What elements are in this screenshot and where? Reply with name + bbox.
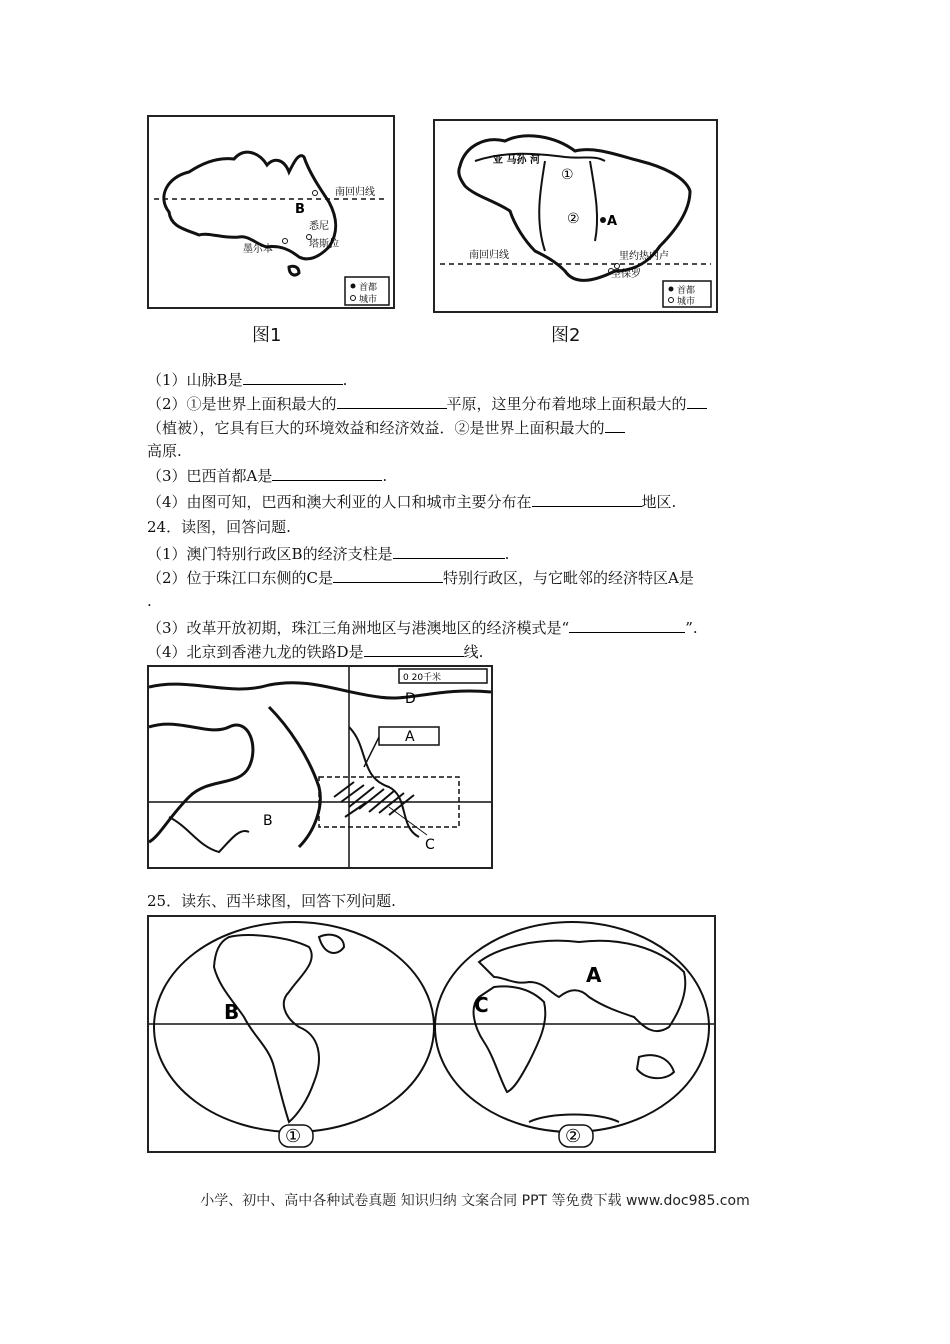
q23-p4-blank[interactable]	[532, 490, 642, 507]
fig2-tropic-label: 南回归线	[469, 250, 509, 261]
q23-part2: （2）①是世界上面积最大的 平原，这里分布着地球上面积最大的	[147, 392, 707, 415]
figure-1-australia-map	[147, 115, 395, 309]
q24-part4: （4）北京到香港九龙的铁路D是 线.	[147, 640, 483, 663]
fig4-label-two: ②	[565, 1126, 582, 1147]
q23-part3: （3）巴西首都A是 .	[147, 464, 387, 487]
fig2-legend-city: 城市	[677, 297, 696, 307]
fig2-label-two: ②	[567, 211, 580, 227]
q23-part2c: 高原.	[147, 442, 182, 460]
q23-part2b: （植被），它具有巨大的环境效益和经济效益．②是世界上面积最大的	[147, 416, 625, 439]
q24-part2: （2）位于珠江口东侧的C是 特别行政区，与它毗邻的经济特区A是	[147, 566, 694, 589]
q24-p4-blank[interactable]	[364, 640, 464, 657]
q23-p3-blank[interactable]	[272, 464, 382, 481]
fig4-label-a: A	[586, 963, 602, 987]
q23-p1-blank[interactable]	[243, 368, 343, 385]
fig2-legend-capital: 首都	[677, 286, 696, 296]
q23-p2-blank2[interactable]	[687, 392, 707, 409]
fig4-label-c: C	[474, 993, 489, 1017]
figure-4-hemispheres-map	[147, 915, 716, 1153]
fig2-label-one: ①	[561, 167, 574, 183]
q25-title: 25．读东、西半球图，回答下列问题.	[147, 892, 396, 910]
figure-3-pearl-river-map	[147, 665, 493, 869]
q23-part4: （4）由图可知，巴西和澳大利亚的人口和城市主要分布在 地区.	[147, 490, 676, 513]
figure-1-caption: 图1	[252, 325, 282, 346]
figure-2-brazil-map	[433, 119, 718, 313]
q24-part2b: .	[147, 592, 152, 610]
q24-title: 24．读图，回答问题.	[147, 518, 291, 536]
fig2-saopaulo-label: 圣保罗	[611, 269, 641, 280]
fig2-amazon-label: 亚 马孙 河	[493, 155, 540, 166]
q24-p1-blank[interactable]	[393, 542, 505, 559]
fig2-rio-label: 里约热内卢	[619, 251, 669, 262]
fig1-legend-city: 城市	[359, 295, 378, 305]
fig1-melbourne-label: 墨尔本	[243, 244, 273, 255]
q24-part1: （1）澳门特别行政区B的经济支柱是 .	[147, 542, 509, 565]
page-footer: 小学、初中、高中各种试卷真题 知识归纳 文案合同 PPT 等免费下载 www.doc985.com	[200, 1193, 750, 1209]
australia-map-svg	[149, 117, 393, 307]
fig3-label-c: C	[425, 837, 435, 853]
fig4-label-b: B	[224, 1000, 240, 1024]
fig3-label-a: A	[405, 729, 415, 745]
q24-part3: （3）改革开放初期，珠江三角洲地区与港澳地区的经济模式是“ ”.	[147, 616, 698, 639]
q24-p3-blank[interactable]	[569, 616, 685, 633]
fig1-tasmania-label: 塔斯拉	[309, 239, 339, 250]
hemispheres-map-svg	[149, 917, 714, 1151]
fig3-label-b: B	[263, 813, 273, 829]
pearl-river-map-svg	[149, 667, 491, 867]
q23-p2-blank3[interactable]	[605, 416, 625, 433]
q23-part1: （1）山脉B是 .	[147, 368, 347, 391]
fig3-label-d: D	[405, 691, 416, 707]
fig1-legend-capital: 首都	[359, 283, 378, 293]
figure-2-caption: 图2	[551, 325, 581, 346]
brazil-map-svg	[435, 121, 716, 311]
q24-p2-blank[interactable]	[333, 566, 443, 583]
fig1-tropic-label: 南回归线	[335, 187, 375, 198]
fig1-label-b: B	[295, 202, 305, 217]
fig1-sydney-label: 悉尼	[309, 221, 329, 232]
fig2-label-a: A	[607, 214, 618, 229]
fig3-scale: 0 20千米	[403, 673, 442, 683]
fig4-label-one: ①	[285, 1126, 302, 1147]
q23-p2-blank1[interactable]	[337, 392, 447, 409]
